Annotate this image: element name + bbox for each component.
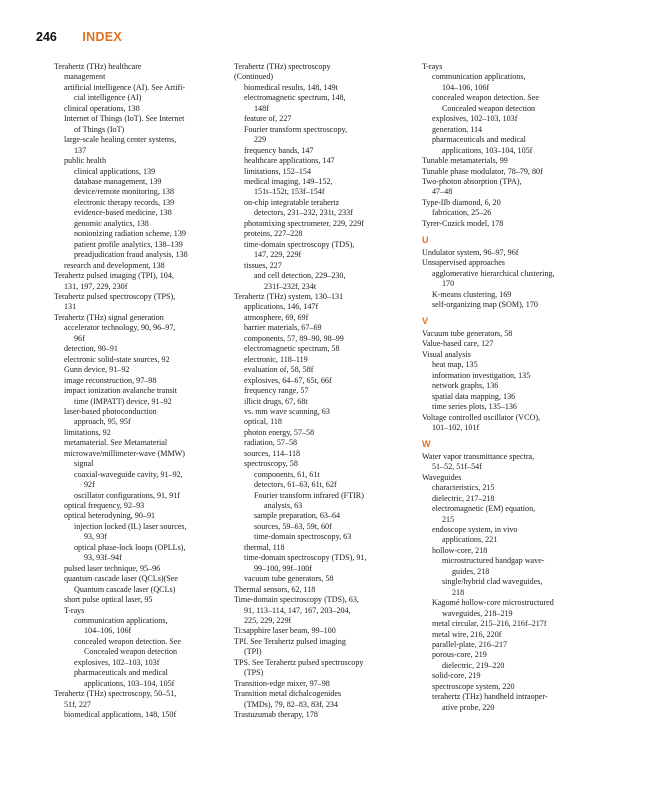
index-entry: metal wire, 216, 220f — [432, 629, 502, 639]
index-entry: evaluation of, 58, 58f — [244, 365, 314, 375]
index-entry: solid-core, 219 — [432, 671, 481, 681]
index-entry: Unsupervised approaches — [422, 258, 505, 268]
index-entry: concealed weapon detection. See — [74, 636, 181, 646]
index-entry: Terahertz (THz) system, 130–131 — [234, 291, 344, 301]
index-entry: healthcare applications, 147 — [244, 156, 335, 166]
index-entry: device/remote monitoring, 138 — [74, 187, 175, 197]
index-column-2 — [234, 62, 410, 721]
index-entry: 229 — [254, 135, 267, 145]
index-entry: Two-photon absorption (TPA), — [422, 176, 522, 186]
index-entry: waveguides, 218–219 — [442, 608, 513, 618]
index-entry: vacuum tube generators, 58 — [244, 574, 334, 584]
index-entry: dielectric, 217–218 — [432, 493, 495, 503]
index-entry: generation, 114 — [432, 124, 483, 134]
index-entry: 148f — [254, 103, 269, 113]
index-entry: evidence-based medicine, 138 — [74, 208, 172, 218]
index-entry: photon energy, 57–58 — [244, 427, 315, 437]
index-entry: management — [64, 72, 106, 82]
index-entry: 96f — [74, 333, 85, 343]
index-entry: applications, 103–104, 105f — [442, 145, 533, 155]
index-entry: 170 — [442, 279, 455, 289]
index-entry: pharmaceuticals and medical — [74, 668, 168, 678]
index-entry: Fourier transform infrared (FTIR) — [254, 490, 364, 500]
index-entry: detection, 90–91 — [64, 344, 118, 354]
index-entry: 51–52, 51f–54f — [432, 462, 482, 472]
index-entry: spectroscopy, 58 — [244, 459, 298, 469]
index-entry: patient profile analytics, 138–139 — [74, 239, 183, 249]
index-entry: analysis, 63 — [264, 501, 303, 511]
index-entry: 137 — [74, 145, 87, 155]
index-entry: Water vapor transmittance spectra, — [422, 451, 535, 461]
index-entry: Internet of Things (IoT). See Internet — [64, 114, 185, 124]
index-entry: electromagnetic (EM) equation, — [432, 504, 536, 514]
index-entry: porous-core, 219 — [432, 650, 487, 660]
index-entry: detectors, 231–232, 231t, 233f — [254, 208, 353, 218]
index-entry: information investigation, 135 — [432, 370, 531, 380]
index-entry: spectroscope system, 220 — [432, 681, 515, 691]
index-entry: electronic, 118–119 — [244, 354, 308, 364]
index-entry: optical, 118 — [244, 417, 282, 427]
index-entry: barrier materials, 67–69 — [244, 323, 322, 333]
index-entry: Concealed weapon detection — [442, 103, 536, 113]
index-entry: illicit drugs, 67, 68t — [244, 396, 308, 406]
index-entry: photomixing spectrometer, 229, 229f — [244, 218, 364, 228]
index-entry: guides, 218 — [452, 566, 490, 576]
index-entry: T-rays — [64, 605, 85, 615]
index-entry: Gunn device, 91–92 — [64, 365, 130, 375]
index-entry: applications, 221 — [442, 535, 498, 545]
index-entry: applications, 146, 147f — [244, 302, 319, 312]
index-entry: 93, 93f–94f — [84, 553, 122, 563]
index-entry: microstructured bandgap wave- — [442, 556, 545, 566]
index-entry: and cell detection, 229–230, — [254, 271, 346, 281]
index-entry: image reconstruction, 97–98 — [64, 375, 157, 385]
index-entry: detectors, 61–63, 61t, 62f — [254, 480, 337, 490]
index-entry: 147, 229, 229f — [254, 250, 302, 260]
index-entry: feature of, 227 — [244, 114, 292, 124]
index-entry: Tyrer-Cuzick model, 178 — [422, 218, 504, 228]
index-entry: tissues, 227 — [244, 260, 282, 270]
index-entry: Transition-edge mixer, 97–98 — [234, 678, 330, 688]
index-entry: spatial data mapping, 136 — [432, 391, 516, 401]
index-entry: 47–48 — [432, 187, 453, 197]
index-entry: vs. mm wave scanning, 63 — [244, 406, 330, 416]
index-entry: terahertz (THz) handheld intraoper- — [432, 692, 548, 702]
index-entry: pharmaceuticals and medical — [432, 135, 526, 145]
index-entry: TPS. See Terahertz pulsed spectroscopy — [234, 657, 364, 667]
index-entry: Terahertz pulsed imaging (TPI), 104, — [54, 271, 174, 281]
index-entry: components, 57, 89–90, 98–99 — [244, 333, 344, 343]
index-entry: microwave/millimeter-wave (MMW) — [64, 448, 185, 458]
index-entry: 101–102, 101f — [432, 422, 480, 432]
index-entry: 131, 197, 229, 230f — [64, 281, 128, 291]
page-number: 246 — [36, 30, 57, 44]
index-entry: electronic solid-state sources, 92 — [64, 354, 170, 364]
index-entry: 215 — [442, 514, 455, 524]
index-entry: components, 61, 61t — [254, 469, 320, 479]
index-entry: Quantum cascade laser (QCLs) — [74, 584, 176, 594]
index-entry: frequency bands, 147 — [244, 145, 314, 155]
index-entry: biomedical results, 148, 149t — [244, 82, 338, 92]
index-entry: explosives, 64–67, 65t, 66f — [244, 375, 332, 385]
index-entry: metal circular, 215–216, 216f–217f — [432, 619, 547, 629]
index-entry: Fourier transform spectroscopy, — [244, 124, 348, 134]
index-entry: Ti:sapphire laser beam, 99–100 — [234, 626, 336, 636]
index-entry: parallel-plate, 216–217 — [432, 640, 508, 650]
index-entry: Terahertz (THz) spectroscopy — [234, 62, 331, 71]
index-entry: artificial intelligence (AI). See Artifi- — [64, 82, 186, 92]
index-entry: limitations, 152–154 — [244, 166, 311, 176]
index-entry: cial intelligence (AI) — [74, 93, 142, 103]
index-entry: Undulator system, 96–97, 96f — [422, 247, 519, 257]
index-entry: Terahertz (THz) healthcare — [54, 62, 142, 71]
index-entry: 91, 113–114, 147, 167, 203–204, — [244, 605, 351, 615]
index-entry: 151t–152t, 153f–154f — [254, 187, 325, 197]
index-entry: quantum cascade laser (QCLs)(See — [64, 574, 178, 584]
index-entry: Trastuzumab therapy, 178 — [234, 710, 318, 720]
index-entry: genomic analytics, 138 — [74, 218, 149, 228]
index-entry: 104–106, 106f — [84, 626, 132, 636]
index-entry: metamaterial. See Metamaterial — [64, 438, 168, 448]
index-entry: Voltage controlled oscillator (VCO), — [422, 412, 541, 422]
index-entry: clinical operations, 138 — [64, 103, 140, 113]
index-entry: radiation, 57–58 — [244, 438, 298, 448]
index-entry: (Continued) — [234, 72, 274, 82]
index-entry: limitations, 92 — [64, 427, 111, 437]
index-entry: sources, 59–63, 59t, 60f — [254, 521, 332, 531]
index-entry: 104–106, 106f — [442, 82, 490, 92]
index-entry: thermal, 118 — [244, 542, 285, 552]
index-entry: hollow-core, 218 — [432, 545, 488, 555]
index-entry: Type-IIb diamond, 6, 20 — [422, 197, 501, 207]
index-entry: medical imaging, 149–152, — [244, 176, 333, 186]
index-column-1 — [54, 62, 226, 721]
index-entry: Concealed weapon detection — [84, 647, 178, 657]
index-entry: agglomerative hierarchical clustering, — [432, 268, 555, 278]
index-entry: characteristics, 215 — [432, 483, 495, 493]
index-entry: Vacuum tube generators, 58 — [422, 328, 513, 338]
index-entry: optical frequency, 92–93 — [64, 501, 145, 511]
index-entry: research and development, 138 — [64, 260, 165, 270]
index-entry: electromagnetic spectrum, 58 — [244, 344, 340, 354]
index-entry: clinical applications, 139 — [74, 166, 156, 176]
index-entry: Tunable phase modulator, 78–79, 80f — [422, 166, 543, 176]
index-entry: time-domain spectroscopy, 63 — [254, 532, 352, 542]
index-entry: explosives, 102–103, 103f — [74, 657, 160, 667]
index-entry: oscillator configurations, 91, 91f — [74, 490, 180, 500]
index-entry: Transition metal dichalcogenides — [234, 689, 342, 699]
section-title: INDEX — [82, 30, 123, 44]
index-entry: network graphs, 136 — [432, 381, 499, 391]
index-entry: ative probe, 220 — [442, 702, 495, 712]
index-entry: communication applications, — [74, 616, 168, 626]
index-entry: Thermal sensors, 62, 118 — [234, 584, 316, 594]
index-entry: coaxial-waveguide cavity, 91–92, — [74, 469, 183, 479]
index-entry: signal — [74, 459, 94, 469]
index-entry: time-domain spectroscopy (TDS), 91, — [244, 553, 367, 563]
index-entry: explosives, 102–103, 103f — [432, 114, 518, 124]
index-entry: (TPS) — [244, 668, 264, 678]
index-entry: self-organizing map (SOM), 170 — [432, 299, 538, 309]
index-entry: Terahertz (THz) spectroscopy, 50–51, — [54, 689, 177, 699]
index-entry: communication applications, — [432, 72, 526, 82]
index-entry: proteins, 227–228 — [244, 229, 303, 239]
index-entry: Visual analysis — [422, 349, 471, 359]
index-entry: 225, 229, 229f — [244, 616, 292, 626]
index-entry: biomedical applications, 148, 150f — [64, 710, 177, 720]
index-entry: 218 — [452, 587, 465, 597]
index-entry: Waveguides — [422, 472, 462, 482]
index-entry: K-means clustering, 169 — [432, 289, 512, 299]
index-entry: public health — [64, 156, 107, 166]
index-entry: optical heterodyning, 90–91 — [64, 511, 156, 521]
index-entry: large-scale healing center systems, — [64, 135, 177, 145]
index-entry: (TMDs), 79, 82–83, 83f, 234 — [244, 699, 338, 709]
index-letter-heading: U — [422, 235, 429, 246]
index-entry: accelerator technology, 90, 96–97, — [64, 323, 176, 333]
index-entry: Terahertz (THz) signal generation — [54, 312, 164, 322]
index-entry: dielectric, 219–220 — [442, 660, 505, 670]
index-entry: time series plots, 135–136 — [432, 402, 517, 412]
index-entry: nonionizing radiation scheme, 139 — [74, 229, 186, 239]
index-entry: electromagnetic spectrum, 148, — [244, 93, 346, 103]
index-entry: optical phase-lock loops (OPLLs), — [74, 542, 186, 552]
index-entry: 99–100, 99f–100f — [254, 563, 312, 573]
index-entry: 131 — [64, 302, 77, 312]
index-entry: short pulse optical laser, 95 — [64, 595, 153, 605]
index-letter-heading: V — [422, 316, 429, 327]
index-entry: Terahertz pulsed spectroscopy (TPS), — [54, 291, 176, 301]
index-entry: Time-domain spectroscopy (TDS), 63, — [234, 595, 359, 605]
index-entry: electronic therapy records, 139 — [74, 197, 175, 207]
index-entry: T-rays — [422, 62, 443, 71]
index-entry: 93, 93f — [84, 532, 107, 542]
index-column-3 — [422, 62, 598, 713]
index-entry: Tunable metamaterials, 99 — [422, 156, 508, 166]
index-entry: sample preparation, 63–64 — [254, 511, 341, 521]
index-entry: frequency range, 57 — [244, 386, 309, 396]
page-header — [36, 30, 122, 44]
index-entry: 51f, 227 — [64, 699, 91, 709]
index-entry: database management, 139 — [74, 176, 162, 186]
index-entry: approach, 95, 95f — [74, 417, 131, 427]
index-entry: pulsed laser technique, 95–96 — [64, 563, 161, 573]
index-entry: endoscope system, in vivo — [432, 525, 518, 535]
index-entry: sources, 114–118 — [244, 448, 301, 458]
index-entry: injection locked (IL) laser sources, — [74, 521, 187, 531]
index-entry: heat map, 135 — [432, 360, 478, 370]
index-letter-heading: W — [422, 439, 431, 450]
index-entry: time-domain spectroscopy (TDS), — [244, 239, 355, 249]
index-entry: on-chip integratable terahertz — [244, 197, 340, 207]
index-entry: TPI. See Terahertz pulsed imaging — [234, 636, 346, 646]
index-entry: single/hybrid clad waveguides, — [442, 577, 543, 587]
index-entry: Kagomé hollow-core microstructured — [432, 598, 554, 608]
index-entry: Value-based care, 127 — [422, 339, 494, 349]
index-entry: (TPI) — [244, 647, 262, 657]
index-entry: atmosphere, 69, 69f — [244, 312, 309, 322]
index-entry: of Things (IoT) — [74, 124, 125, 134]
index-entry: 231f–232f, 234t — [264, 281, 317, 291]
index-entry: preadjudication fraud analysis, 138 — [74, 250, 188, 260]
index-entry: applications, 103–104, 105f — [84, 678, 175, 688]
index-entry: fabrication, 25–26 — [432, 208, 492, 218]
index-entry: laser-based photoconduction — [64, 406, 157, 416]
index-entry: 92f — [84, 480, 95, 490]
index-entry: time (IMPATT) device, 91–92 — [74, 396, 172, 406]
index-entry: concealed weapon detection. See — [432, 93, 539, 103]
index-entry: impact ionization avalanche transit — [64, 386, 178, 396]
